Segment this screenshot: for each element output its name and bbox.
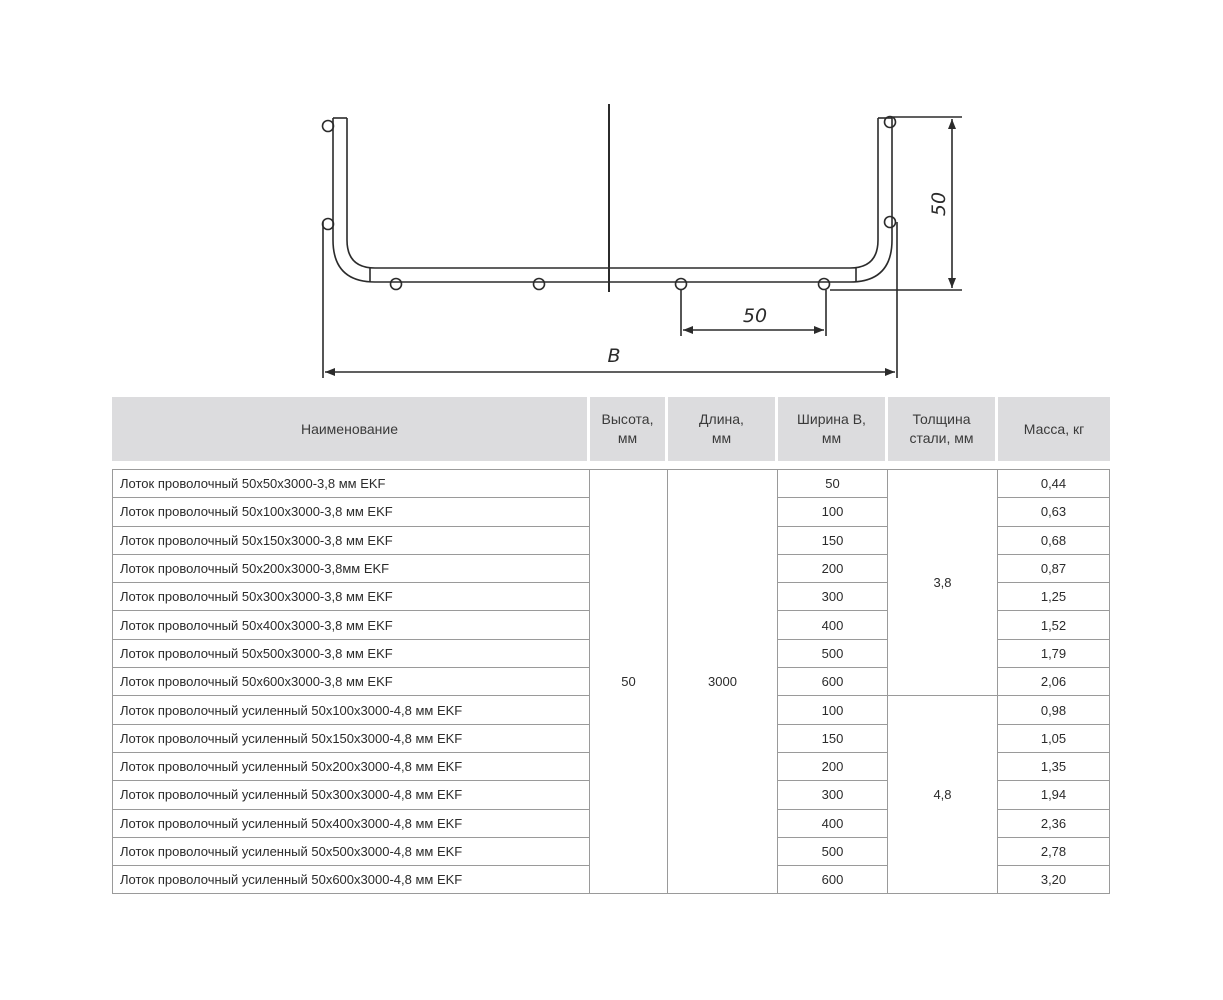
cell-name: Лоток проволочный усиленный 50х300х3000-4,8 мм EKF — [112, 781, 590, 809]
table-header-row — [112, 397, 1110, 461]
cell-name: Лоток проволочный усиленный 50х200х3000-4,8 мм EKF — [112, 753, 590, 781]
cell-mass: 0,87 — [998, 555, 1110, 583]
cell-name: Лоток проволочный 50х50х3000-3,8 мм EKF — [112, 469, 590, 498]
cell-width: 200 — [778, 555, 888, 583]
cell-width: 200 — [778, 753, 888, 781]
cell-mass: 1,79 — [998, 640, 1110, 668]
cell-width: 150 — [778, 527, 888, 555]
cell-name: Лоток проволочный 50х600х3000-3,8 мм EKF — [112, 668, 590, 696]
cell-mass: 1,94 — [998, 781, 1110, 809]
cell-name: Лоток проволочный 50х200х3000-3,8мм EKF — [112, 555, 590, 583]
cell-width: 100 — [778, 498, 888, 526]
pitch-dimension-label: 50 — [742, 305, 768, 327]
wire-section — [534, 279, 545, 290]
cell-name: Лоток проволочный 50х100х3000-3,8 мм EKF — [112, 498, 590, 526]
cell-mass: 1,35 — [998, 753, 1110, 781]
cell-name: Лоток проволочный 50х300х3000-3,8 мм EKF — [112, 583, 590, 611]
header-thickness: Толщина стали, мм — [888, 397, 998, 461]
table-row — [112, 469, 1110, 498]
cell-name: Лоток проволочный 50х500х3000-3,8 мм EKF — [112, 640, 590, 668]
cell-width: 150 — [778, 725, 888, 753]
cell-width: 500 — [778, 838, 888, 866]
cell-mass: 0,98 — [998, 696, 1110, 724]
header-length: Длина, мм — [668, 397, 778, 461]
cell-mass: 2,36 — [998, 810, 1110, 838]
tray-cross-section-drawing — [0, 0, 1223, 395]
height-dimension-label: 50 — [928, 191, 950, 217]
tray-inner-profile — [347, 118, 878, 268]
cell-mass: 2,06 — [998, 668, 1110, 696]
cell-width: 50 — [778, 469, 888, 498]
cell-mass: 0,63 — [998, 498, 1110, 526]
cell-width: 400 — [778, 611, 888, 639]
wire-section — [885, 217, 896, 228]
cell-width: 500 — [778, 640, 888, 668]
cell-name: Лоток проволочный усиленный 50х600х3000-4,8 мм EKF — [112, 866, 590, 894]
cell-thickness: 3,8 — [888, 469, 998, 696]
cell-width: 400 — [778, 810, 888, 838]
cell-name: Лоток проволочный 50х400х3000-3,8 мм EKF — [112, 611, 590, 639]
cell-length: 3000 — [668, 469, 778, 894]
specification-table — [112, 397, 1110, 894]
cell-name: Лоток проволочный усиленный 50х150х3000-4,8 мм EKF — [112, 725, 590, 753]
cell-width: 600 — [778, 668, 888, 696]
header-name: Наименование — [112, 397, 590, 461]
header-height: Высота, мм — [590, 397, 668, 461]
cell-name: Лоток проволочный 50х150х3000-3,8 мм EKF — [112, 527, 590, 555]
wire-section — [323, 121, 334, 132]
wire-section — [819, 279, 830, 290]
cell-name: Лоток проволочный усиленный 50х500х3000-4,8 мм EKF — [112, 838, 590, 866]
header-width: Ширина В, мм — [778, 397, 888, 461]
cell-name: Лоток проволочный усиленный 50х400х3000-4,8 мм EKF — [112, 810, 590, 838]
width-dimension-label: B — [607, 345, 621, 367]
cell-width: 300 — [778, 781, 888, 809]
cell-width: 600 — [778, 866, 888, 894]
cell-mass: 1,25 — [998, 583, 1110, 611]
cell-mass: 0,44 — [998, 469, 1110, 498]
wire-section — [676, 279, 687, 290]
cell-thickness: 4,8 — [888, 696, 998, 894]
cell-mass: 1,05 — [998, 725, 1110, 753]
wire-section — [323, 219, 334, 230]
cell-width: 100 — [778, 696, 888, 724]
wire-section — [391, 279, 402, 290]
cell-mass: 1,52 — [998, 611, 1110, 639]
header-mass: Масса, кг — [998, 397, 1110, 461]
tray-outer-profile — [333, 118, 892, 282]
cell-mass: 2,78 — [998, 838, 1110, 866]
cell-mass: 3,20 — [998, 866, 1110, 894]
cell-name: Лоток проволочный усиленный 50х100х3000-4,8 мм EKF — [112, 696, 590, 724]
cell-height: 50 — [590, 469, 668, 894]
cell-mass: 0,68 — [998, 527, 1110, 555]
cell-width: 300 — [778, 583, 888, 611]
